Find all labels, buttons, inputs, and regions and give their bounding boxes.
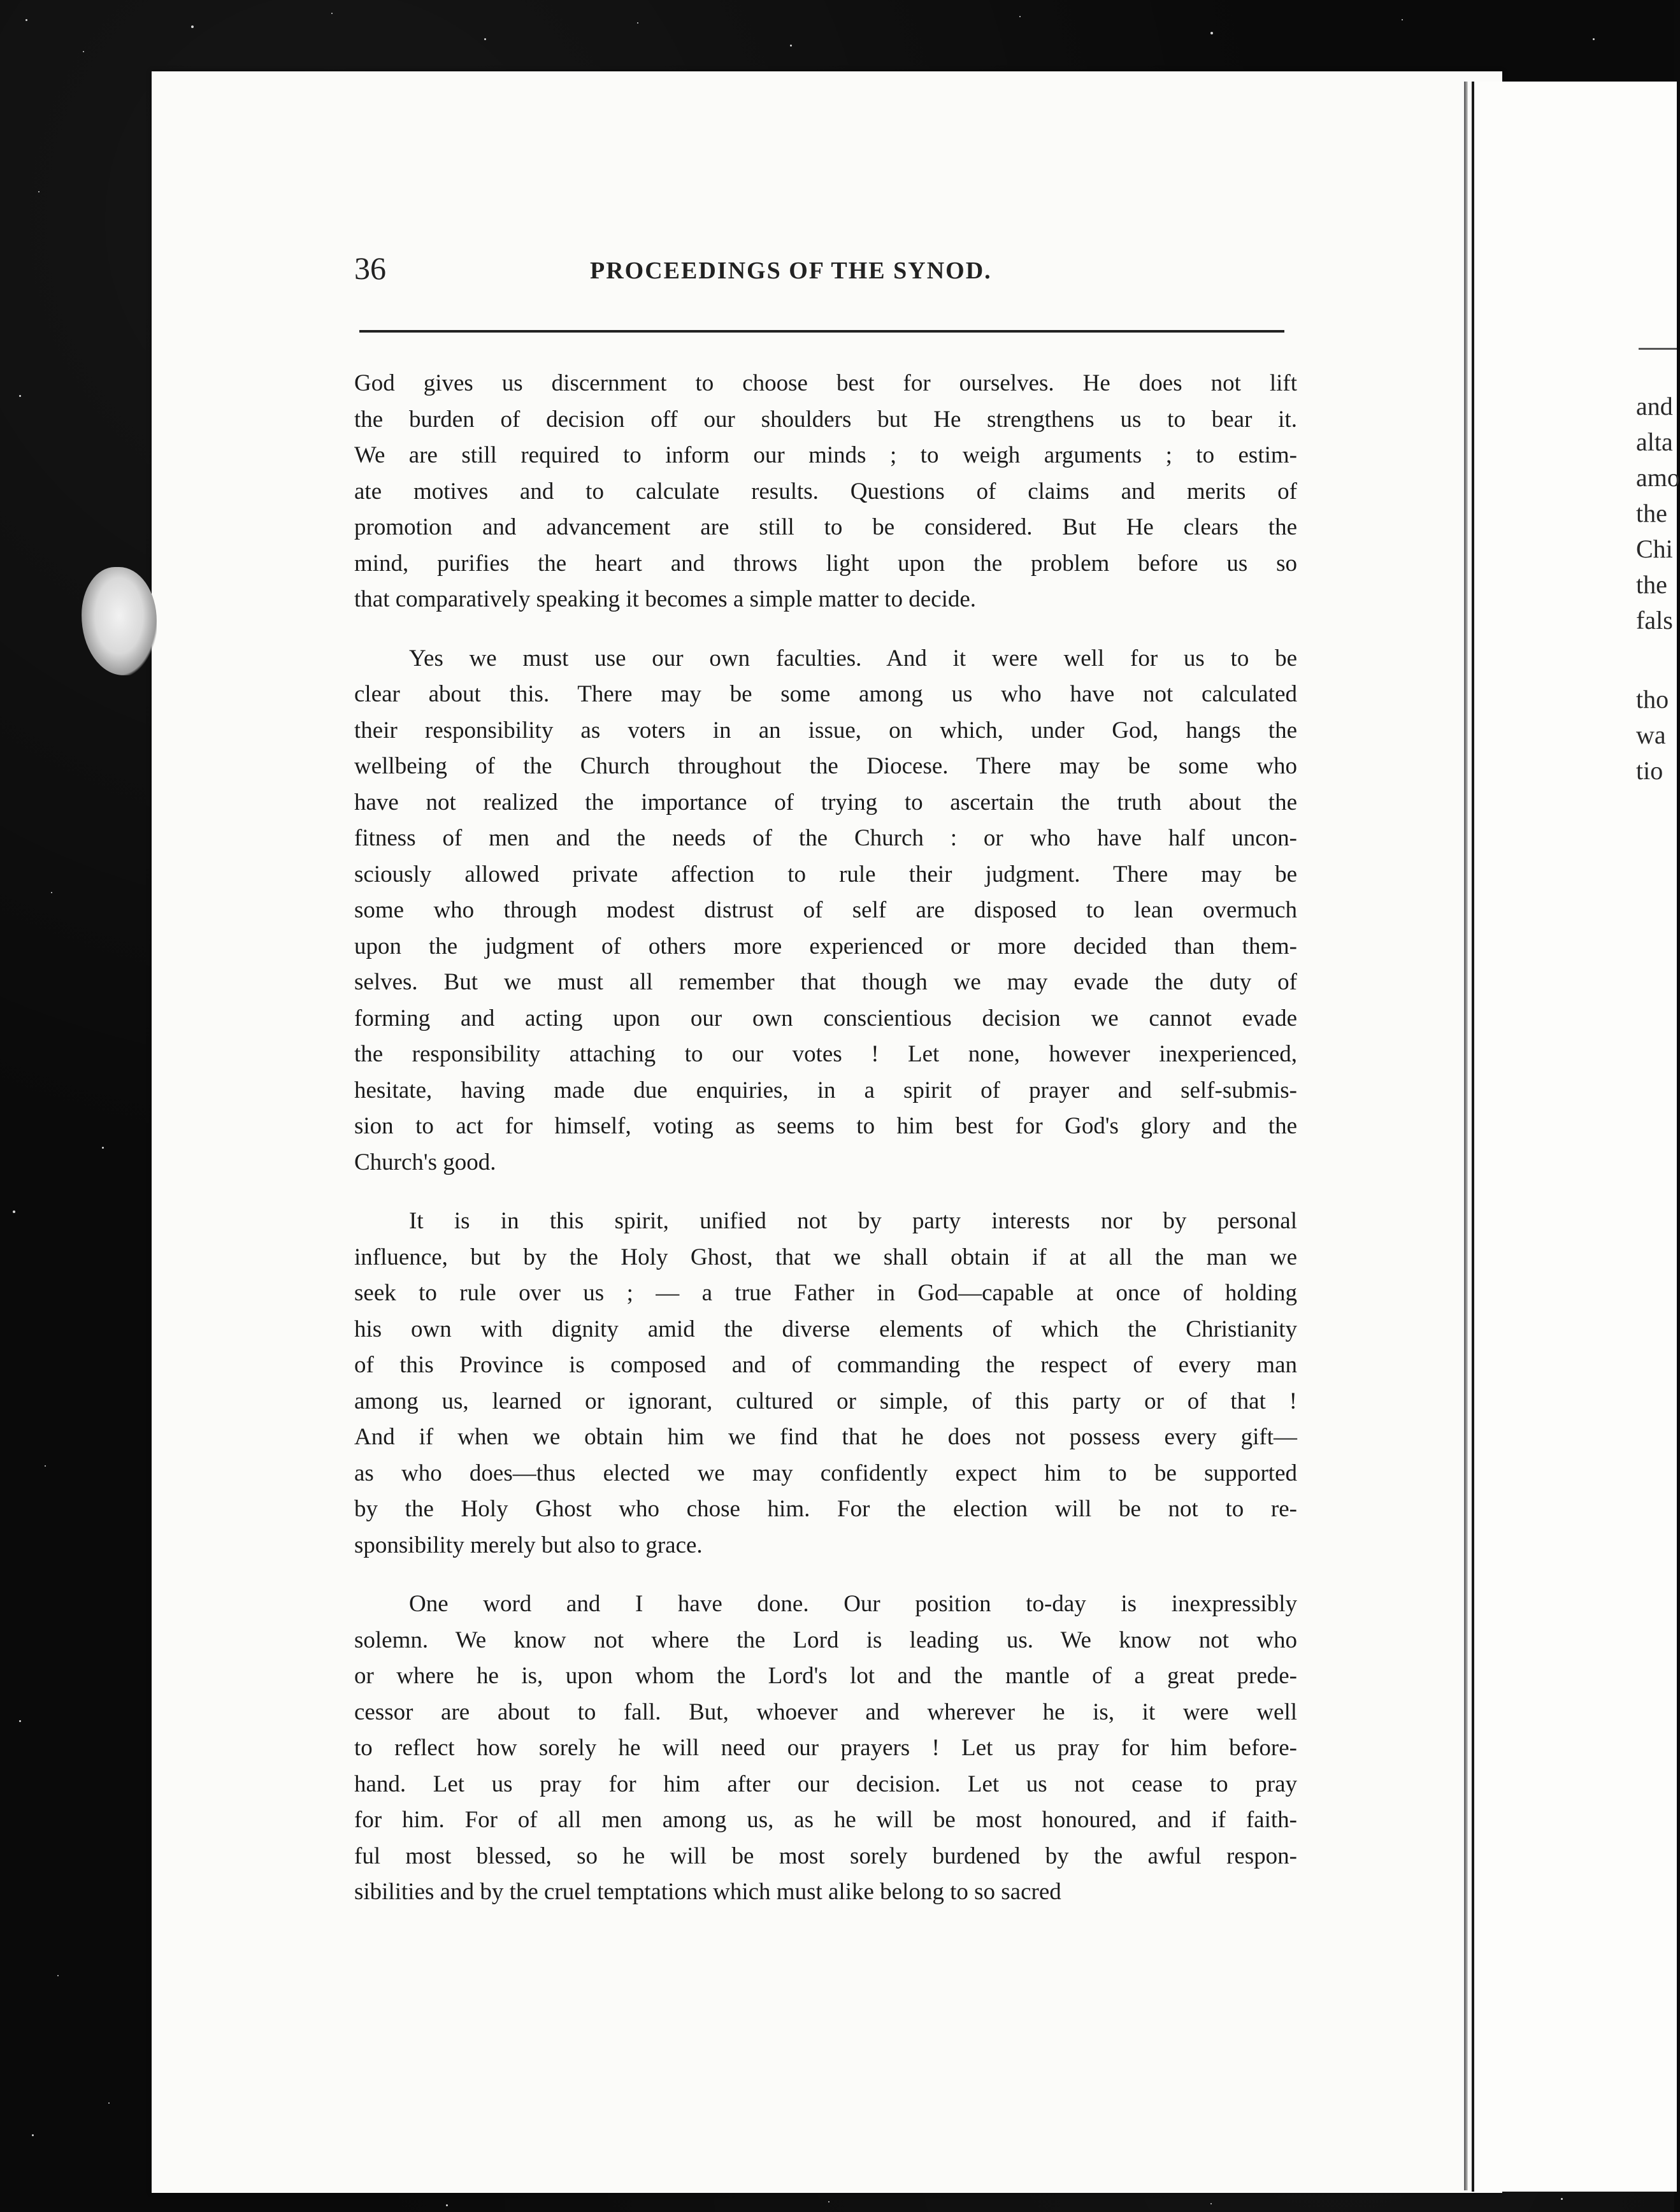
dust-speck — [102, 1147, 104, 1149]
paragraph-gap — [354, 618, 1297, 641]
text-line: seek to rule over us ; — a true Father in God—capable at once of holding — [354, 1280, 1297, 1306]
dust-speck — [484, 38, 486, 40]
paragraph — [354, 1586, 1297, 1911]
dust-speck — [637, 22, 638, 24]
text-line: It is in this spirit, unified not by party interests nor by personal — [409, 1208, 1297, 1234]
facing-page-fragment: amo — [1636, 463, 1680, 492]
facing-page-fragment: alta — [1636, 427, 1673, 456]
page-header — [354, 252, 1297, 291]
dust-speck — [191, 25, 194, 28]
dust-speck — [45, 1465, 46, 1467]
text-line: solemn. We know not where the Lord is leading us. We know not who — [354, 1627, 1297, 1653]
text-line: some who through modest distrust of self are disposed to lean overmuch — [354, 897, 1297, 923]
dust-speck — [83, 51, 84, 52]
text-line: promotion and advancement are still to be considered. But He clears the — [354, 514, 1297, 540]
text-line: of this Province is composed and of commanding the respect of every man — [354, 1352, 1297, 1378]
facing-page-fragment: tio — [1636, 756, 1663, 785]
dust-speck — [1019, 16, 1021, 17]
text-line: We are still required to inform our minds ; to weigh arguments ; to estim- — [354, 442, 1297, 468]
text-line: sponsibility merely but also to grace. — [354, 1532, 703, 1558]
text-line: cessor are about to fall. But, whoever and wherever he is, it were well — [354, 1698, 1297, 1725]
text-line: selves. But we must all remember that though we may evade the duty of — [354, 969, 1297, 995]
body-text — [354, 366, 1297, 1911]
page-number: 36 — [354, 250, 386, 286]
dust-speck — [19, 1720, 21, 1722]
dust-speck — [19, 395, 21, 397]
text-line: ful most blessed, so he will be most sorely burdened by the awful respon- — [354, 1842, 1297, 1869]
page-gutter — [1464, 82, 1468, 2190]
dust-speck — [1402, 19, 1403, 20]
text-line: God gives us discernment to choose best for ourselves. He does not lift — [354, 370, 1297, 396]
facing-page-rule — [1639, 348, 1677, 350]
dust-speck — [13, 1210, 15, 1213]
text-line: Church's good. — [354, 1149, 496, 1175]
facing-page-fragment: and — [1636, 392, 1673, 420]
text-line: upon the judgment of others more experienced or more decided than them- — [354, 933, 1297, 959]
header-rule — [359, 330, 1284, 333]
paragraph — [354, 366, 1297, 618]
text-line: Yes we must use our own faculties. And it were well for us to be — [409, 645, 1297, 672]
text-line: the responsibility attaching to our votes ! Let none, however inexperienced, — [354, 1041, 1297, 1067]
dust-speck — [790, 45, 792, 47]
dust-speck — [57, 1975, 59, 1976]
dust-speck — [446, 2204, 448, 2206]
text-line: as who does—thus elected we may confidently expect him to be supported — [354, 1460, 1297, 1486]
text-line: the burden of decision off our shoulders but He strengthens us to bear it. — [354, 406, 1297, 433]
running-head: PROCEEDINGS OF THE SYNOD. — [590, 257, 992, 284]
text-line: influence, but by the Holy Ghost, that we shall obtain if at all the man we — [354, 1244, 1297, 1270]
text-line: that comparatively speaking it becomes a simple matter to decide. — [354, 586, 977, 612]
facing-page — [1472, 82, 1680, 2192]
text-line: or where he is, upon whom the Lord's lot and the mantle of a great prede- — [354, 1663, 1297, 1689]
dust-speck — [1210, 32, 1213, 34]
dust-speck — [331, 13, 333, 14]
dust-speck — [1561, 2198, 1563, 2200]
dust-speck — [38, 191, 39, 192]
text-line: have not realized the importance of trying to ascertain the truth about the — [354, 789, 1297, 815]
facing-page-fragment: wa — [1636, 721, 1666, 749]
facing-page-fragment: the — [1636, 570, 1667, 599]
text-line: sciously allowed private affection to rule their judgment. There may be — [354, 861, 1297, 887]
text-line: ate motives and to calculate results. Questions of claims and merits of — [354, 478, 1297, 505]
text-line: his own with dignity amid the diverse elements of which the Christianity — [354, 1316, 1297, 1342]
text-line: by the Holy Ghost who chose him. For the election will be not to re- — [354, 1496, 1297, 1522]
paragraph — [354, 1203, 1297, 1563]
text-line: to reflect how sorely he will need our prayers ! Let us pray for him before- — [354, 1735, 1297, 1761]
text-line: for him. For of all men among us, as he will be most honoured, and if faith- — [354, 1807, 1297, 1833]
text-line: mind, purifies the heart and throws light upon the problem before us so — [354, 550, 1297, 577]
facing-page-fragment: fals — [1636, 606, 1673, 635]
dust-speck — [25, 19, 27, 21]
dust-speck — [32, 2134, 34, 2136]
dust-speck — [828, 2201, 829, 2202]
text-line: forming and acting upon our own conscientious decision we cannot evade — [354, 1005, 1297, 1031]
text-line: fitness of men and the needs of the Church : or who have half uncon- — [354, 825, 1297, 851]
text-line: clear about this. There may be some among us who have not calculated — [354, 681, 1297, 707]
text-line: One word and I have done. Our position to-day is inexpressibly — [409, 1591, 1297, 1617]
text-line: among us, learned or ignorant, cultured or simple, of this party or of that ! — [354, 1388, 1297, 1414]
dust-speck — [108, 2102, 110, 2104]
facing-page-fragment: the — [1636, 499, 1667, 528]
text-line: hand. Let us pray for him after our decision. Let us not cease to pray — [354, 1770, 1297, 1797]
text-line: hesitate, having made due enquiries, in a spirit of prayer and self-submis- — [354, 1077, 1297, 1103]
text-line: wellbeing of the Church throughout the Diocese. There may be some who — [354, 753, 1297, 779]
facing-page-fragment: Chi — [1636, 535, 1673, 563]
paragraph — [354, 641, 1297, 1181]
text-line: sion to act for himself, voting as seems to him best for God's glory and the — [354, 1113, 1297, 1139]
text-line: their responsibility as voters in an issue, on which, under God, hangs the — [354, 717, 1297, 743]
dust-speck — [51, 892, 52, 893]
text-line: And if when we obtain him we find that he does not possess every gift— — [354, 1424, 1297, 1450]
paragraph-gap — [354, 1181, 1297, 1203]
paragraph-gap — [354, 1563, 1297, 1586]
dust-speck — [1210, 2203, 1212, 2204]
text-line: sibilities and by the cruel temptations which must alike belong to so sacred — [354, 1879, 1061, 1905]
dust-speck — [1593, 38, 1595, 40]
facing-page-fragment: tho — [1636, 685, 1669, 714]
